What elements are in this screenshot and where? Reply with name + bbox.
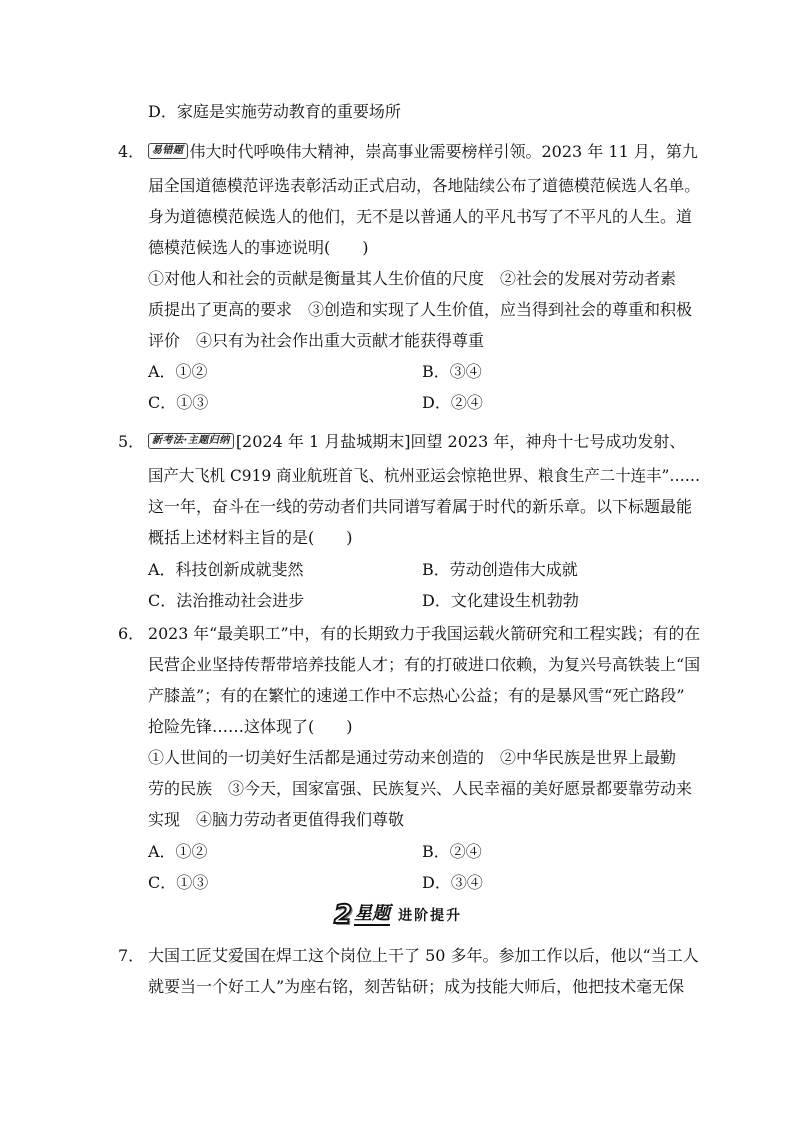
q6-option-c: C．①③	[148, 873, 209, 892]
q5-line-1	[148, 432, 685, 454]
q6-line-1: 2023 年“最美职工”中，有的长期致力于我国运载火箭研究和工程实践；有的在	[148, 624, 701, 643]
q6-option-a: A．①②	[148, 842, 208, 861]
q4-line-5: ①对他人和社会的贡献是衡量其人生价值的尺度 ②社会的发展对劳动者素	[148, 269, 677, 288]
q6-line-3: 产膝盖”；有的在繁忙的速递工作中不忘热心公益；有的是暴风雪“死亡路段”	[148, 686, 685, 705]
q5-line-2: 国产大飞机 C919 商业航班首飞、杭州亚运会惊艳世界、粮食生产二十连丰”……	[148, 466, 701, 485]
q5-badge: 新考法·主题归纳	[148, 433, 234, 449]
section-star-label: 星题	[354, 903, 391, 924]
q6-option-d: D．③④	[422, 873, 483, 892]
q4-option-b: B．③④	[422, 362, 482, 381]
q6-option-b: B．②④	[422, 842, 482, 861]
q4-line-6: 质提出了更高的要求 ③创造和实现了人生价值，应当得到社会的尊重和积极	[148, 300, 693, 319]
q3-option-d: D．家庭是实施劳动教育的重要场所	[148, 102, 401, 121]
q4-option-d: D．②④	[422, 393, 483, 412]
q5-text-1: [2024 年 1 月盐城期末]回望 2023 年，神舟十七号成功发射、	[235, 432, 686, 451]
q6-line-2: 民营企业坚持传帮带培养技能人才；有的打破进口依赖，为复兴号高铁装上“国	[148, 655, 701, 674]
q4-line-7: 评价 ④只有为社会作出重大贡献才能获得尊重	[148, 331, 485, 350]
q7-number: 7．	[118, 946, 145, 965]
section-star-level: 2	[334, 900, 353, 930]
q4-line-4: 德模范候选人的事迹说明( )	[148, 238, 369, 257]
q4-option-c: C．①③	[148, 393, 209, 412]
q5-option-a: A．科技创新成就斐然	[148, 560, 304, 579]
q6-line-5: ①人世间的一切美好生活都是通过劳动来创造的 ②中华民族是世界上最勤	[148, 748, 677, 767]
q6-number: 6．	[118, 624, 145, 643]
q4-number: 4．	[118, 142, 145, 161]
q5-number: 5．	[118, 432, 145, 451]
q7-line-1: 大国工匠艾爱国在焊工这个岗位上干了 50 多年。参加工作以后，他以“当工人	[148, 946, 699, 965]
q5-line-3: 这一年，奋斗在一线的劳动者们共同谱写着属于时代的新乐章。以下标题最能	[148, 497, 693, 516]
q5-option-b: B．劳动创造伟大成就	[422, 560, 578, 579]
q7-line-2: 就要当一个好工人”为座右铭，刻苦钻研；成为技能大师后，他把技术毫无保	[148, 977, 685, 996]
q5-option-d: D．文化建设生机勃勃	[422, 591, 579, 610]
q5-option-c: C．法治推动社会进步	[148, 591, 305, 610]
section-subtitle: 进阶提升	[398, 908, 463, 924]
q4-line-1	[148, 142, 698, 164]
q6-line-6: 劳的民族 ③今天，国家富强、民族复兴、人民幸福的美好愿景都要靠劳动来	[148, 779, 693, 798]
q4-text-1: 伟大时代呼唤伟大精神，崇高事业需要榜样引领。2023 年 11 月，第九	[189, 142, 698, 161]
q6-line-4: 抢险先锋……这体现了( )	[148, 717, 353, 736]
q4-option-a: A．①②	[148, 362, 208, 381]
q4-line-3: 身为道德模范候选人的他们，无不是以普通人的平凡书写了不平凡的人生。道	[148, 207, 693, 226]
q6-line-7: 实现 ④脑力劳动者更值得我们尊敬	[148, 810, 405, 829]
q5-line-4: 概括上述材料主旨的是( )	[148, 528, 353, 547]
section-banner	[334, 902, 462, 928]
q4-line-2: 届全国道德模范评选表彰活动正式启动，各地陆续公布了道德模范候选人名单。	[148, 176, 701, 195]
q4-badge: 易错题	[148, 143, 188, 159]
